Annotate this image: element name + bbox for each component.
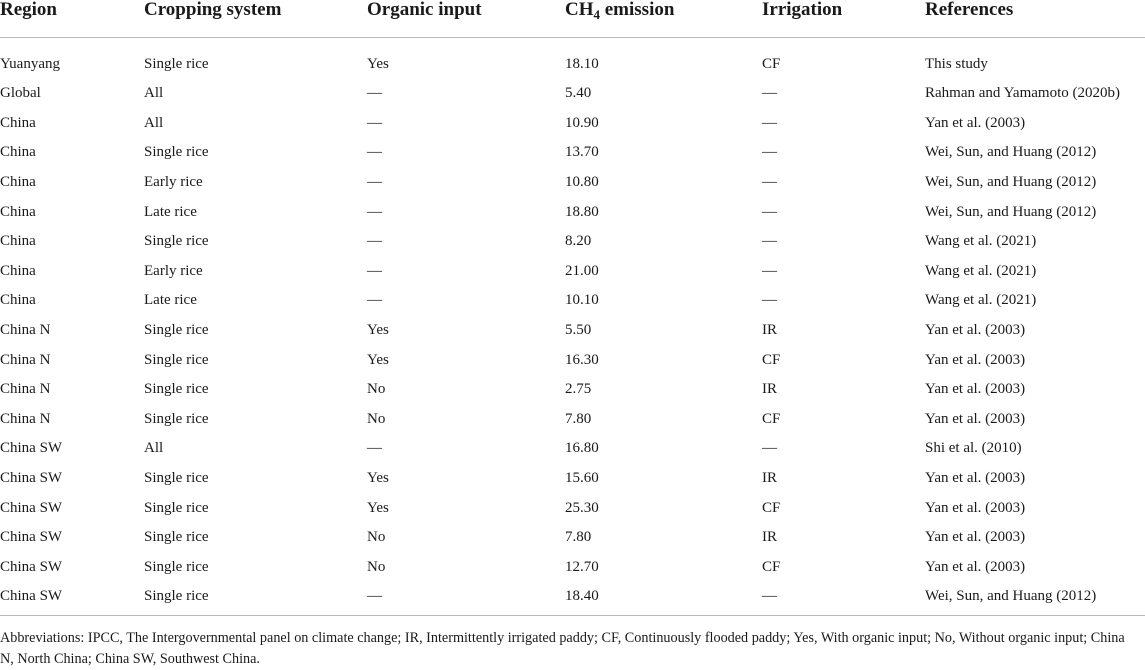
cell-ch4-emission: 18.40 <box>563 582 760 616</box>
header-cropping-system: Cropping system <box>142 0 365 38</box>
cell-reference: Yan et al. (2003) <box>925 114 1026 131</box>
cell-cropping-system: Single rice <box>142 582 365 616</box>
cell-region: China SW <box>0 499 63 516</box>
cell-ch4-emission: 10.10 <box>565 292 599 309</box>
cell-region: China SW <box>0 558 63 575</box>
cell-cropping-system: Single rice <box>144 55 209 72</box>
cell-reference: Yan et al. (2003) <box>925 499 1026 516</box>
table-row <box>0 463 1145 493</box>
cell-irrigation: CF <box>762 351 781 368</box>
cell-cropping-system: All <box>144 440 164 457</box>
cell-region: China N <box>0 322 51 339</box>
cell-organic-input: Yes <box>367 55 389 72</box>
header-organic-input: Organic input <box>365 0 563 38</box>
cell-reference: Wei, Sun, and Huang (2012) <box>925 203 1097 220</box>
cell-region: China SW <box>0 582 142 616</box>
cell-irrigation: IR <box>762 529 777 546</box>
cell-region: Yuanyang <box>0 55 60 72</box>
cell-reference: This study <box>925 55 988 72</box>
cell-organic-input: Yes <box>367 470 389 487</box>
cell-organic-input: — <box>365 582 563 616</box>
cell-ch4-emission: 10.90 <box>565 114 599 131</box>
cell-cropping-system: Late rice <box>144 203 197 220</box>
cell-organic-input: — <box>367 262 382 279</box>
cell-organic-input: — <box>367 85 382 102</box>
header-region: Region <box>0 0 142 38</box>
table-row <box>0 167 1145 197</box>
table-row <box>0 345 1145 375</box>
header-references: References <box>923 0 1145 38</box>
table-row <box>0 197 1145 227</box>
header-row <box>0 0 1145 38</box>
cell-region: China <box>0 174 36 191</box>
cell-organic-input: — <box>367 233 382 250</box>
cell-reference: Wang et al. (2021) <box>925 292 1037 309</box>
cell-reference: Yan et al. (2003) <box>925 381 1026 398</box>
cell-ch4-emission: 5.50 <box>565 322 592 339</box>
cell-ch4-emission: 12.70 <box>565 558 599 575</box>
footnote: Abbreviations: IPCC, The Intergovernmental panel on climate change; IR, Intermittently irrigated paddy; CF, Continuously flooded paddy; Yes, With organic input; No, Without organic input; China N, North China; China SW, Southwest China. <box>0 630 1125 667</box>
cell-organic-input: No <box>367 529 386 546</box>
cell-region: China SW <box>0 470 63 487</box>
cell-organic-input: No <box>367 558 386 575</box>
cell-reference: Yan et al. (2003) <box>925 529 1026 546</box>
cell-cropping-system: Single rice <box>144 558 209 575</box>
header-ch4-prefix: CH <box>565 0 594 20</box>
cell-organic-input: — <box>367 292 382 309</box>
cell-ch4-emission: 15.60 <box>565 470 599 487</box>
cell-reference: Wei, Sun, and Huang (2012) <box>925 144 1097 161</box>
table-row <box>0 434 1145 464</box>
cell-region: China <box>0 203 36 220</box>
cell-ch4-emission: 5.40 <box>565 85 592 102</box>
cell-organic-input: No <box>367 410 386 427</box>
cell-region: China N <box>0 381 51 398</box>
cell-ch4-emission: 21.00 <box>565 262 599 279</box>
cell-irrigation: CF <box>762 499 781 516</box>
table-header <box>0 0 1145 38</box>
cell-organic-input: No <box>367 381 386 398</box>
cell-ch4-emission: 16.80 <box>565 440 599 457</box>
table-row <box>0 522 1145 552</box>
cell-reference: Yan et al. (2003) <box>925 351 1026 368</box>
cell-cropping-system: Single rice <box>144 410 209 427</box>
cell-organic-input: — <box>367 144 382 161</box>
cell-irrigation: — <box>762 233 777 250</box>
cell-reference: Shi et al. (2010) <box>925 440 1022 457</box>
table-row <box>0 582 1145 616</box>
cell-organic-input: Yes <box>367 499 389 516</box>
cell-cropping-system: Early rice <box>144 262 203 279</box>
cell-ch4-emission: 7.80 <box>565 529 592 546</box>
cell-ch4-emission: 7.80 <box>565 410 592 427</box>
table-row <box>0 493 1145 523</box>
table-row <box>0 138 1145 168</box>
cell-ch4-emission: 18.80 <box>565 203 599 220</box>
cell-irrigation: — <box>762 85 777 102</box>
table-row <box>0 404 1145 434</box>
table-row <box>0 286 1145 316</box>
cell-irrigation: — <box>762 114 777 131</box>
cell-reference: Rahman and Yamamoto (2020b) <box>925 85 1120 102</box>
header-ch4-subscript: 4 <box>593 7 600 22</box>
cell-region: China N <box>0 410 51 427</box>
cell-irrigation: — <box>762 144 777 161</box>
cell-cropping-system: Single rice <box>144 233 209 250</box>
cell-cropping-system: Single rice <box>144 529 209 546</box>
cell-cropping-system: All <box>144 85 164 102</box>
cell-ch4-emission: 13.70 <box>565 144 599 161</box>
cell-reference: Wang et al. (2021) <box>925 233 1037 250</box>
cell-reference: Yan et al. (2003) <box>925 558 1026 575</box>
cell-region: China SW <box>0 440 63 457</box>
cell-region: China <box>0 262 36 279</box>
table-row <box>0 79 1145 109</box>
table-row <box>0 38 1145 79</box>
cell-organic-input: — <box>367 174 382 191</box>
cell-irrigation: — <box>762 174 777 191</box>
cell-reference: Wang et al. (2021) <box>925 262 1037 279</box>
cell-cropping-system: Single rice <box>144 381 209 398</box>
table-row <box>0 315 1145 345</box>
cell-ch4-emission: 10.80 <box>565 174 599 191</box>
cell-irrigation: — <box>762 292 777 309</box>
table-body <box>0 38 1145 616</box>
cell-reference: Wei, Sun, and Huang (2012) <box>925 174 1097 191</box>
cell-reference: Yan et al. (2003) <box>925 470 1026 487</box>
cell-cropping-system: Single rice <box>144 499 209 516</box>
cell-reference: Yan et al. (2003) <box>925 410 1026 427</box>
cell-cropping-system: Single rice <box>144 322 209 339</box>
cell-region: China SW <box>0 529 63 546</box>
table-row <box>0 226 1145 256</box>
header-ch4-suffix: emission <box>600 0 675 20</box>
cell-organic-input: — <box>367 114 382 131</box>
header-irrigation: Irrigation <box>760 0 923 38</box>
cell-ch4-emission: 25.30 <box>565 499 599 516</box>
cell-cropping-system: Single rice <box>144 144 209 161</box>
cell-cropping-system: Late rice <box>144 292 197 309</box>
cell-organic-input: — <box>367 203 382 220</box>
header-ch4-emission <box>563 0 760 38</box>
cell-irrigation: IR <box>762 381 777 398</box>
cell-ch4-emission: 18.10 <box>565 55 599 72</box>
cell-region: China <box>0 144 36 161</box>
cell-organic-input: Yes <box>367 322 389 339</box>
table-row <box>0 108 1145 138</box>
cell-organic-input: — <box>367 440 382 457</box>
cell-irrigation: CF <box>762 410 781 427</box>
cell-region: China N <box>0 351 51 368</box>
cell-irrigation: IR <box>762 470 777 487</box>
cell-cropping-system: Early rice <box>144 174 203 191</box>
cell-ch4-emission: 8.20 <box>565 233 592 250</box>
cell-organic-input: Yes <box>367 351 389 368</box>
cell-cropping-system: Single rice <box>144 351 209 368</box>
cell-region: China <box>0 114 36 131</box>
cell-irrigation: — <box>760 582 923 616</box>
cell-cropping-system: Single rice <box>144 470 209 487</box>
cell-ch4-emission: 16.30 <box>565 351 599 368</box>
table-row <box>0 374 1145 404</box>
cell-irrigation: — <box>762 203 777 220</box>
cell-reference: Wei, Sun, and Huang (2012) <box>923 582 1145 616</box>
cell-cropping-system: All <box>144 114 164 131</box>
cell-ch4-emission: 2.75 <box>565 381 592 398</box>
cell-irrigation: CF <box>762 55 781 72</box>
table-row <box>0 552 1145 582</box>
table-row <box>0 256 1145 286</box>
cell-region: Global <box>0 85 41 102</box>
cell-region: China <box>0 292 36 309</box>
cell-irrigation: — <box>762 262 777 279</box>
cell-reference: Yan et al. (2003) <box>925 322 1026 339</box>
cell-irrigation: IR <box>762 322 777 339</box>
cell-irrigation: CF <box>762 558 781 575</box>
cell-irrigation: — <box>762 440 777 457</box>
cell-region: China <box>0 233 36 250</box>
